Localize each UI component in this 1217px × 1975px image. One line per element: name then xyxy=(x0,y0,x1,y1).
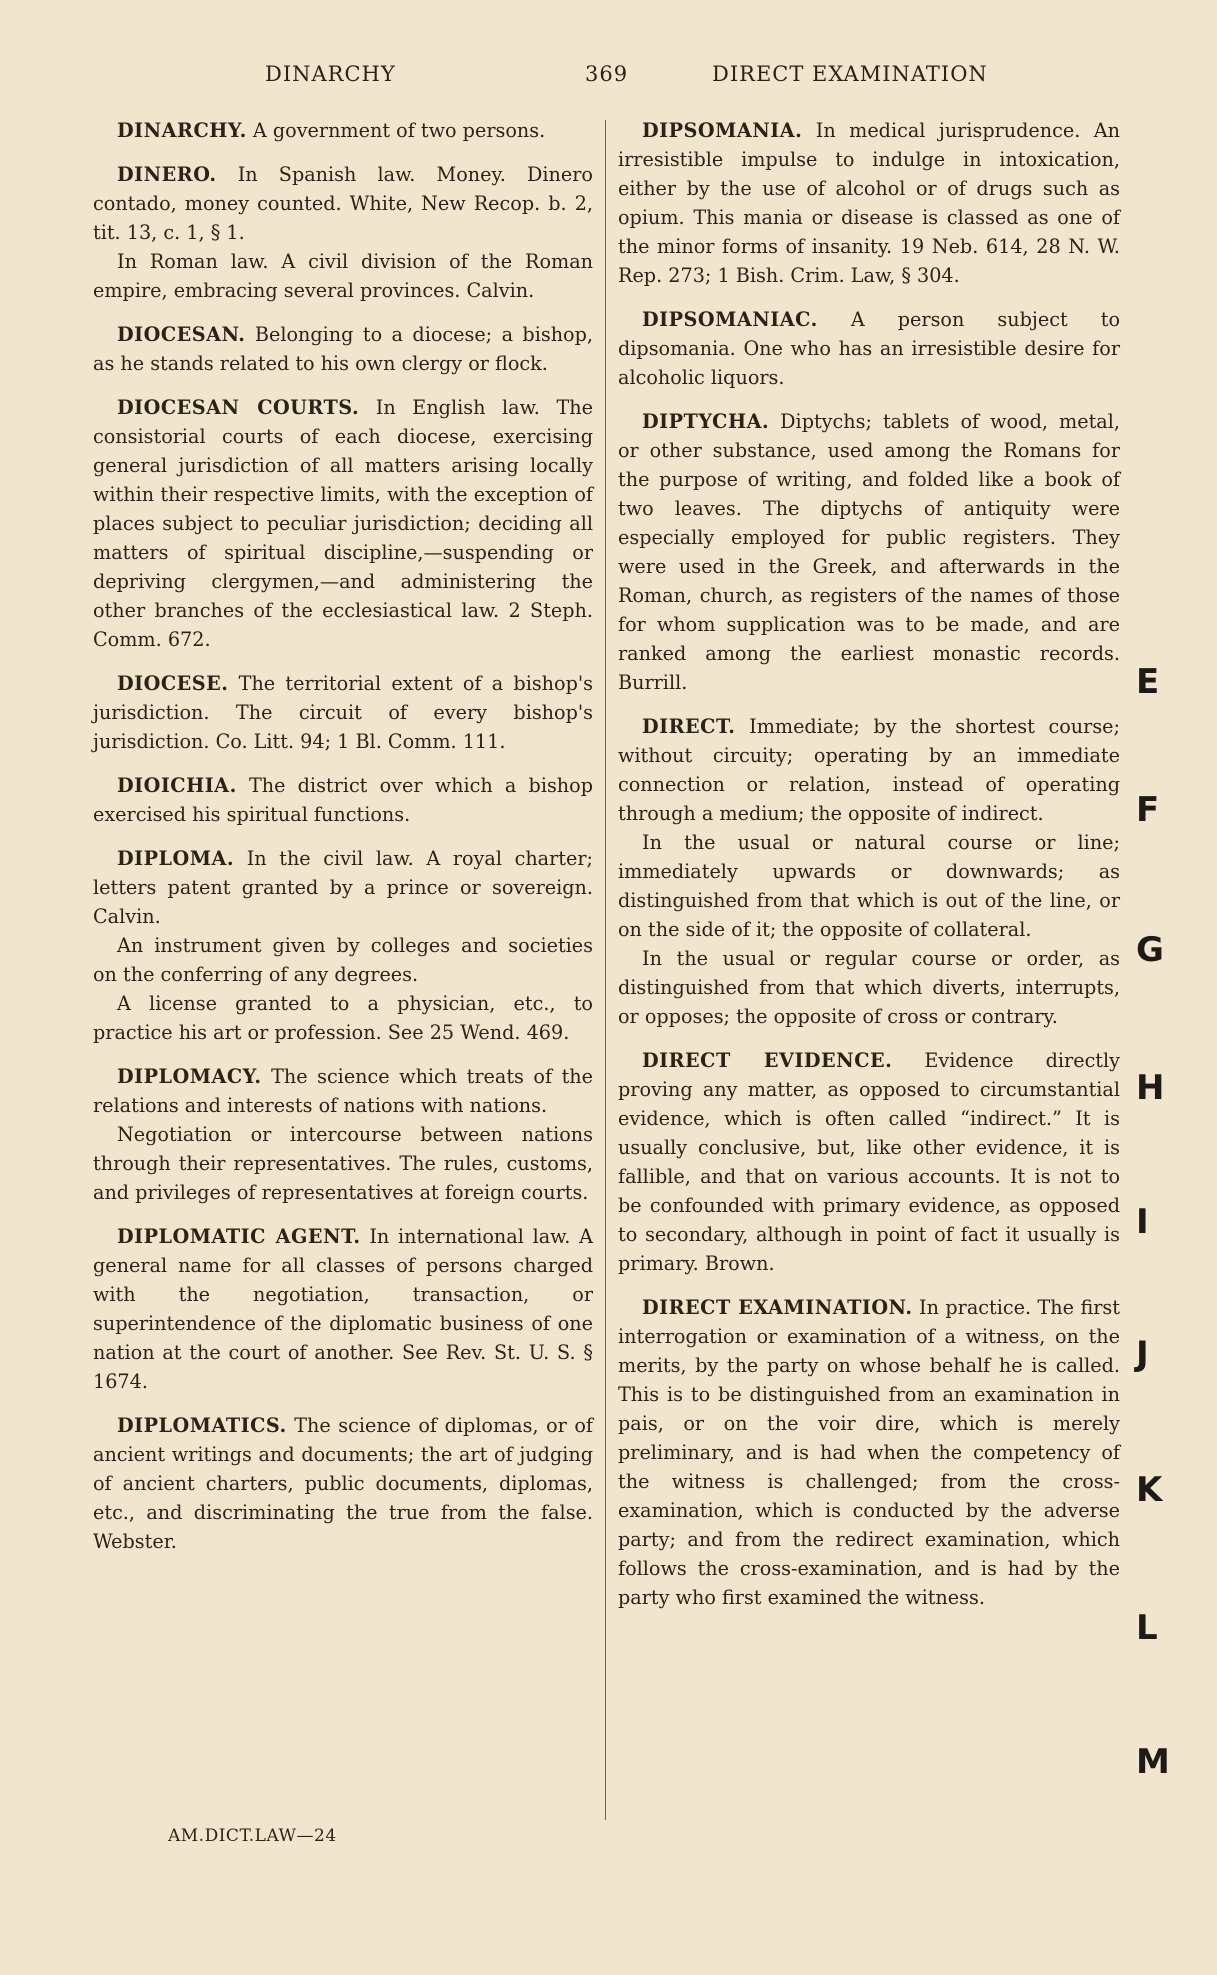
entry-headword: DIRECT EVIDENCE. xyxy=(642,1049,893,1072)
entry-headword: DIRECT EXAMINATION. xyxy=(642,1296,913,1319)
entry-headword: DIOCESAN. xyxy=(117,323,246,346)
thumb-index-letter[interactable]: J xyxy=(1136,1334,1149,1374)
entry-paragraph xyxy=(93,989,593,1047)
entry-paragraph xyxy=(93,1062,593,1120)
entry-paragraph xyxy=(93,393,593,654)
dictionary-entry xyxy=(618,305,1120,392)
entry-headword: DIPLOMATICS. xyxy=(117,1414,287,1437)
dictionary-entry xyxy=(93,1062,593,1207)
dictionary-entry xyxy=(93,844,593,1047)
entry-paragraph xyxy=(93,320,593,378)
entry-paragraph xyxy=(93,1411,593,1556)
entry-text: The science which treats of the relations and interests of nations with nations. xyxy=(93,1065,593,1117)
thumb-index-letter[interactable]: I xyxy=(1136,1202,1149,1242)
entry-paragraph xyxy=(618,305,1120,392)
dictionary-entry xyxy=(93,116,593,145)
entry-paragraph xyxy=(618,407,1120,697)
entry-text: In the usual or natural course or line; immediately upwards or downwards; as distinguished from that which is out of the line, or on the side of it; the opposite of collateral. xyxy=(618,831,1120,941)
entry-headword: DIPSOMANIA. xyxy=(642,119,803,142)
entry-paragraph xyxy=(618,944,1120,1031)
entry-headword: DIOCESE. xyxy=(117,672,229,695)
dictionary-entry xyxy=(93,669,593,756)
dictionary-entry xyxy=(93,320,593,378)
entry-headword: DIPLOMACY. xyxy=(117,1065,262,1088)
entry-headword: DIOCESAN COURTS. xyxy=(117,396,360,419)
dictionary-entry xyxy=(93,160,593,305)
running-head-left: DINARCHY xyxy=(265,62,396,86)
entry-text: Diptychs; tablets of wood, metal, or other substance, used among the Romans for the purpose of writing, and folded like a book of two leaves. The diptychs of antiquity were especially employed for public registers. They were used in the Greek, and afterwards in the Roman, church, as registers of the names of those for whom supplication was to be made, and are ranked among the earliest monastic records. Burrill. xyxy=(618,410,1120,694)
entry-headword: DIOICHIA. xyxy=(117,774,237,797)
entry-text: Negotiation or intercourse between nations through their representatives. The rules, customs, and privileges of representatives at foreign courts. xyxy=(93,1123,593,1204)
entry-text: In international law. A general name for all classes of persons charged with the negotiation, transaction, or superintendence of the diplomatic business of one nation at the court of another. See Rev. St. U. S. § 1674. xyxy=(93,1225,593,1393)
dictionary-entry xyxy=(618,1046,1120,1278)
entry-paragraph xyxy=(93,771,593,829)
entry-text: An instrument given by colleges and societies on the conferring of any degrees. xyxy=(93,934,593,986)
entry-paragraph xyxy=(93,844,593,931)
left-column xyxy=(93,116,593,1571)
thumb-index-letter[interactable]: E xyxy=(1136,662,1160,702)
entry-headword: DIPLOMA. xyxy=(117,847,235,870)
entry-text: In Roman law. A civil division of the Roman empire, embracing several provinces. Calvin. xyxy=(93,250,593,302)
entry-text: In the usual or regular course or order, as distinguished from that which diverts, interrupts, or opposes; the opposite of cross or contrary. xyxy=(618,947,1120,1028)
dictionary-entry xyxy=(93,1411,593,1556)
thumb-index-letter[interactable]: F xyxy=(1136,790,1160,830)
entry-paragraph xyxy=(93,247,593,305)
entry-text: Belonging to a diocese; a bishop, as he stands related to his own clergy or flock. xyxy=(93,323,593,375)
thumb-index-letter[interactable]: K xyxy=(1136,1470,1163,1510)
entry-paragraph xyxy=(93,116,593,145)
entry-text: The territorial extent of a bishop's jurisdiction. The circuit of every bishop's jurisdiction. Co. Litt. 94; 1 Bl. Comm. 111. xyxy=(93,672,594,753)
entry-text: A government of two persons. xyxy=(252,119,546,142)
entry-text: The science of diplomas, or of ancient writings and documents; the art of judging of ancient charters, public documents, diplomas, etc., and discriminating the true from the false. Webster. xyxy=(93,1414,593,1553)
entry-paragraph xyxy=(93,160,593,247)
entry-text: A person subject to dipsomania. One who has an irresistible desire for alcoholic liquors. xyxy=(618,308,1120,389)
signature-mark: AM.DICT.LAW—24 xyxy=(168,1826,337,1846)
dictionary-entry xyxy=(618,1293,1120,1612)
entry-text: In the civil law. A royal charter; letters patent granted by a prince or sovereign. Calvin. xyxy=(93,847,593,928)
entry-text: In Spanish law. Money. Dinero contado, money counted. White, New Recop. b. 2, tit. 13, c. 1, § 1. xyxy=(93,163,593,244)
entry-headword: DIPSOMANIAC. xyxy=(642,308,818,331)
entry-paragraph xyxy=(618,712,1120,828)
entry-text: Immediate; by the shortest course; without circuity; operating by an immediate connection or relation, instead of operating through a medium; the opposite of indirect. xyxy=(618,715,1120,825)
entry-text: The district over which a bishop exercised his spiritual functions. xyxy=(93,774,593,826)
entry-paragraph xyxy=(93,1222,593,1396)
entry-headword: DINARCHY. xyxy=(117,119,247,142)
dictionary-entry xyxy=(93,771,593,829)
entry-text: A license granted to a physician, etc., to practice his art or profession. See 25 Wend. 469. xyxy=(93,992,593,1044)
dictionary-entry xyxy=(93,393,593,654)
entry-text: In English law. The consistorial courts of each diocese, exercising general jurisdiction of all matters arising locally within their respective limits, with the exception of places subject to peculiar jurisdiction; deciding all matters of spiritual discipline,—suspending or depriving clergymen,—and administering the other branches of the ecclesiastical law. 2 Steph. Comm. 672. xyxy=(93,396,593,651)
entry-headword: DIPTYCHA. xyxy=(642,410,770,433)
dictionary-entry xyxy=(93,1222,593,1396)
page-number: 369 xyxy=(585,62,629,86)
thumb-index-letter[interactable]: G xyxy=(1136,930,1164,970)
running-head-right: DIRECT EXAMINATION xyxy=(712,62,988,86)
entry-paragraph xyxy=(93,931,593,989)
entry-paragraph xyxy=(618,828,1120,944)
dictionary-entry xyxy=(618,712,1120,1031)
entry-paragraph xyxy=(618,116,1120,290)
thumb-index-letter[interactable]: M xyxy=(1136,1742,1170,1782)
thumb-index-letter[interactable]: L xyxy=(1136,1608,1158,1648)
entry-paragraph xyxy=(93,1120,593,1207)
entry-paragraph xyxy=(93,669,593,756)
entry-text: In practice. The first interrogation or examination of a witness, on the merits, by the party on whose behalf he is called. This is to be distinguished from an examination in pais, or on the voir dire, which is merely preliminary, and is had when the competency of the witness is challenged; from the cross-examination, which is conducted by the adverse party; and from the redirect examination, which follows the cross-examination, and is had by the party who first examined the witness. xyxy=(618,1296,1120,1609)
dictionary-entry xyxy=(618,407,1120,697)
entry-text: In medical jurisprudence. An irresistible impulse to indulge in intoxication, either by the use of alcohol or of drugs such as opium. This mania or disease is classed as one of the minor forms of insanity. 19 Neb. 614, 28 N. W. Rep. 273; 1 Bish. Crim. Law, § 304. xyxy=(618,119,1120,287)
right-column xyxy=(618,116,1120,1627)
entry-headword: DINERO. xyxy=(117,163,217,186)
entry-headword: DIRECT. xyxy=(642,715,736,738)
entry-headword: DIPLOMATIC AGENT. xyxy=(117,1225,361,1248)
thumb-index-letter[interactable]: H xyxy=(1136,1068,1165,1108)
column-divider xyxy=(605,120,606,1820)
entry-text: Evidence directly proving any matter, as opposed to circumstantial evidence, which is often called “indirect.” It is usually conclusive, but, like other evidence, it is fallible, and that on various accounts. It is not to be confounded with primary evidence, as opposed to secondary, although in point of fact it usually is primary. Brown. xyxy=(618,1049,1120,1275)
entry-paragraph xyxy=(618,1293,1120,1612)
entry-paragraph xyxy=(618,1046,1120,1278)
dictionary-entry xyxy=(618,116,1120,290)
